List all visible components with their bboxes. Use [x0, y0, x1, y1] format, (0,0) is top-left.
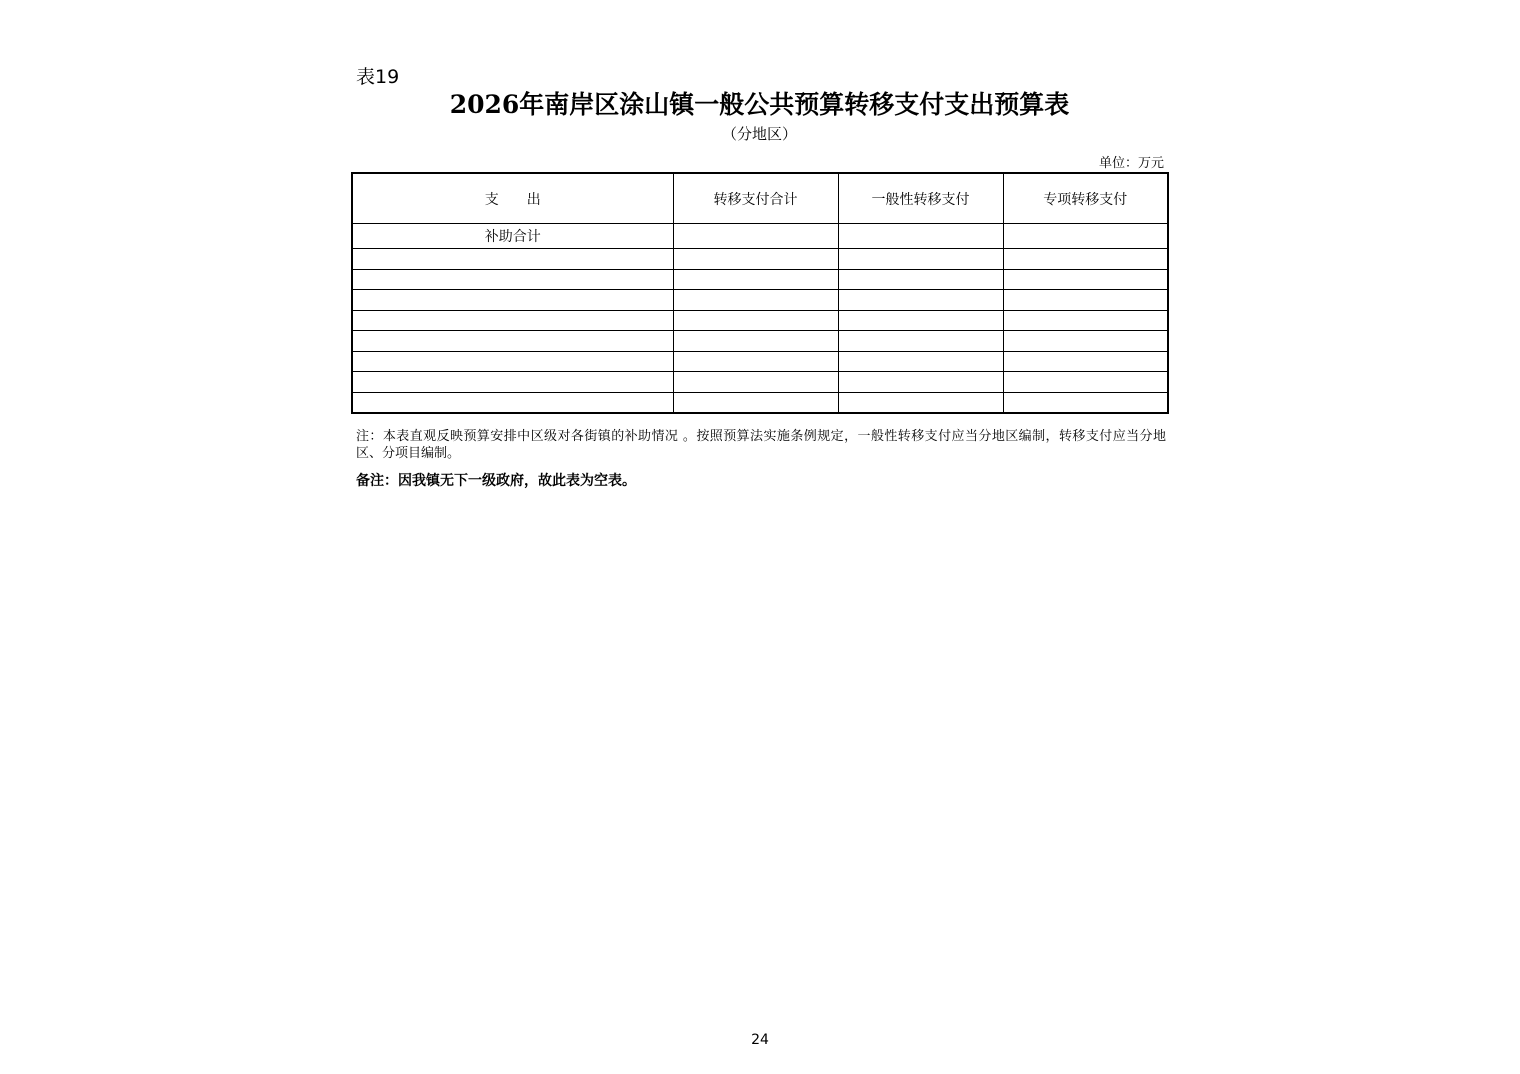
table-cell — [838, 392, 1003, 413]
table-cell — [352, 290, 673, 311]
page-number: 24 — [751, 1032, 769, 1048]
table-cell — [352, 249, 673, 270]
table-cell — [838, 249, 1003, 270]
table-cell — [352, 351, 673, 372]
table-number-label: 表19 — [356, 66, 400, 88]
table-cell — [673, 224, 838, 249]
page-subtitle: （分地区） — [721, 125, 797, 143]
table-cell — [838, 310, 1003, 331]
table-cell — [673, 392, 838, 413]
table-cell — [838, 372, 1003, 393]
table-cell — [352, 331, 673, 352]
table-row — [352, 392, 1168, 413]
table-cell — [1003, 269, 1168, 290]
table-row — [352, 310, 1168, 331]
table-cell — [673, 269, 838, 290]
table-cell — [1003, 331, 1168, 352]
table-cell — [1003, 351, 1168, 372]
table-cell — [838, 290, 1003, 311]
table-cell — [673, 290, 838, 311]
table-cell — [673, 331, 838, 352]
remark-text: 备注：因我镇无下一级政府，故此表为空表。 — [356, 473, 636, 489]
table-cell — [673, 372, 838, 393]
table-cell — [838, 224, 1003, 249]
table-cell — [673, 249, 838, 270]
table-cell — [1003, 290, 1168, 311]
table-cell — [352, 372, 673, 393]
table-cell — [352, 269, 673, 290]
table-row — [352, 351, 1168, 372]
table-cell — [838, 331, 1003, 352]
table-cell — [673, 310, 838, 331]
column-header-transfer-total: 转移支付合计 — [673, 173, 838, 224]
table-row — [352, 224, 1168, 249]
table-header-row — [352, 173, 1168, 224]
table-cell — [838, 351, 1003, 372]
column-header-expenditure: 支 出 — [352, 173, 673, 224]
table-row — [352, 249, 1168, 270]
page-title: 2026年南岸区涂山镇一般公共预算转移支付支出预算表 — [449, 90, 1070, 119]
table-row — [352, 372, 1168, 393]
table-cell — [1003, 392, 1168, 413]
unit-label: 单位：万元 — [1098, 156, 1164, 171]
table-row — [352, 290, 1168, 311]
table-cell — [352, 310, 673, 331]
table-cell — [673, 351, 838, 372]
table-cell — [1003, 372, 1168, 393]
table-note: 注：本表直观反映预算安排中区级对各街镇的补助情况 。按照预算法实施条例规定，一般性转移支付应当分地区编制，转移支付应当分地区、分项目编制。 — [356, 429, 1166, 461]
table-cell — [1003, 310, 1168, 331]
table-cell — [838, 269, 1003, 290]
table-cell — [352, 392, 673, 413]
table-row — [352, 269, 1168, 290]
column-header-general-transfer: 一般性转移支付 — [838, 173, 1003, 224]
table-row — [352, 331, 1168, 352]
table-cell: 补助合计 — [352, 224, 673, 249]
column-header-special-transfer: 专项转移支付 — [1003, 173, 1168, 224]
table-cell — [1003, 249, 1168, 270]
table-cell — [1003, 224, 1168, 249]
budget-table — [351, 172, 1169, 414]
